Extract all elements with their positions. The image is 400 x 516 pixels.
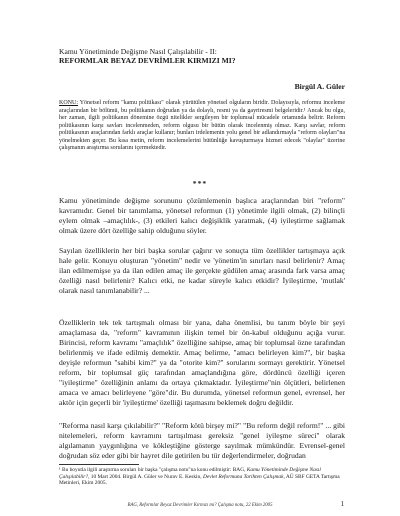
- running-footer: BAG, Reformlar Beyaz Devrimler Kırmızı mı? Çalışma notu, 22 Ekim 2005: [127, 503, 273, 508]
- paragraph-4: "Reforma nasıl karşı çıkılabilir?" "Reform kötü birşey mi?" "Bu reform değil reform!" ... gibi nitelemeleri, reform kavramını tartışılması gereksiz "genel iyileşme süreci" olarak algılamanın yaygınlığına ve kökleştiğine gösterge sayılmak mümkündür. Evrensel-genel doğrudan söz eder gibi bir hayret dile getirilen bu tür değerlendirmeler, doğrudan: [59, 421, 345, 460]
- footnote-divider: [59, 464, 139, 465]
- page-title: REFORMLAR BEYAZ DEVRİMLER KIRMIZI MI?: [59, 56, 236, 65]
- footnote-title-b: Devlet Reformuna Tarihten Çalışmak: [202, 473, 284, 480]
- author-name: Birgül A. Güler: [294, 82, 345, 91]
- paragraph-1: Kamu yönetiminde değişme sorununu çözümlemenin başlıca araçlarından biri "reform" kavramıdır. Genel bir tanımlama, yönetsel reformun (1) yönetimle ilgili olmak, (2) bilinçli eylem olmak –amaçlılık-, (3) etkileri kalıcı değişiklik yaratmak, (4) iyileştirme sağlamak olmak üzere dört özelliğe sahip olduğunu söyler.: [59, 196, 345, 235]
- footnote-text-b: , 10 Mart 2004. Birgül A. Güler ve Nurav E. Keskin,: [88, 473, 203, 480]
- series-title: Kamu Yönetiminde Değişme Nasıl Çalışılabilir - II:: [59, 47, 217, 56]
- footnote-mark: ¹: [59, 467, 61, 473]
- footnote-text-c: , AÜ SBF GETA Tartışma Metinleri, Ekim 2005.: [59, 473, 340, 487]
- paragraph-2: Sayılan özelliklerin her biri başka sorular çağırır ve sonuçta tüm özellikler tartışmaya açık hale gelir. Konuyu oluşturan "yönetim" nedir ve 'yönetim'in sınırları nasıl belirlenir? Amaç ilan edilmemişse ya da ilan edilen amaç ile gerçekte güdülen amaç arasında fark varsa amaç özelliği nasıl belirlenir? Kalıcı etki, ne kadar süreyle kalıcı etkidir? İyileştirme, 'mutlak' olarak nasıl tanımlanabilir? ...: [59, 246, 345, 295]
- abstract-text: Yönetsel reform "kamu politikası" olarak yürütülen yönetsel olguların biridir. Dolayısıyla, reformu inceleme araçlarından bir bölümü, bu politikanın doğrudan ya da dolaylı, resmi ya da gayriresmi belgeleridir.¹ Ancak bu olgu, her zaman, ilgili politikanın dönemine özgü nitelikler sergileyen bir toplumsal mücadele ortamında belirir. Reform politikasının karşı savları incelenmeden, reform olgusu bir bütün olarak incelenmiş olmaz. Karşı savlar, reform politikasının araçlarından farklı araçlar kullanır; bunları irdelemenin yolu genel bir adlandırmayla "reform olayları"na yönelmekten geçer. Bu kısa metin, reform incelemelerini bütünlüğe kavuşturmaya hizmet edecek "olaylar" üzerine çalışmanın araştırma sorularını içermektedir.: [59, 100, 345, 151]
- footnote-text-a: Bu boyutla ilgili araştırma soruları bir başka "çalışma notu"na konu edilmiştir: BAG,: [60, 467, 247, 473]
- section-separator: ***: [192, 179, 208, 188]
- footnote: [59, 467, 345, 487]
- paragraph-3: Özelliklerin tek tek tartışmalı olması bir yana, daha önemlisi, bu tanım böyle bir şeyi amaçlamasa da, "reform" kavramının ilişkin temel bir ön-kabul olduğunu açığa vurur. Birincisi, reform kavramı "amaçlılık" özelliğine sahipse, amaç bir toplumsal özne tarafından belirlenmiş ve ifade edilmiş demektir. Amaç belirme, "amacı belirleyen kim?", bir başka deyişle reformun "sahibi kim?" ya da "otorite kim?" sorularını sormayı gerektirir. Yönetsel reform, bir toplumsal güç tarafından amaçlandığına göre, dördüncü özelliği içeren "iyileştirme" özelliğinin anlamı da ortaya çıkmaktadır. İyileştirme"nin ölçütleri, belirlenen amaca ve amacı belirleyene "göre"dir. Bu durumda, yönetsel reformun genel, evrensel, her aktör için geçerli bir 'iyileştirme' özelliği taşımasını beklemek doğru değildir.: [59, 318, 345, 407]
- abstract: [59, 100, 345, 153]
- page-number: 1: [340, 500, 344, 508]
- abstract-label: KONU:: [59, 100, 78, 106]
- footnote-title-a: Kamu Yönetiminde Değişme Nasıl Çalışılabilir?: [59, 467, 321, 480]
